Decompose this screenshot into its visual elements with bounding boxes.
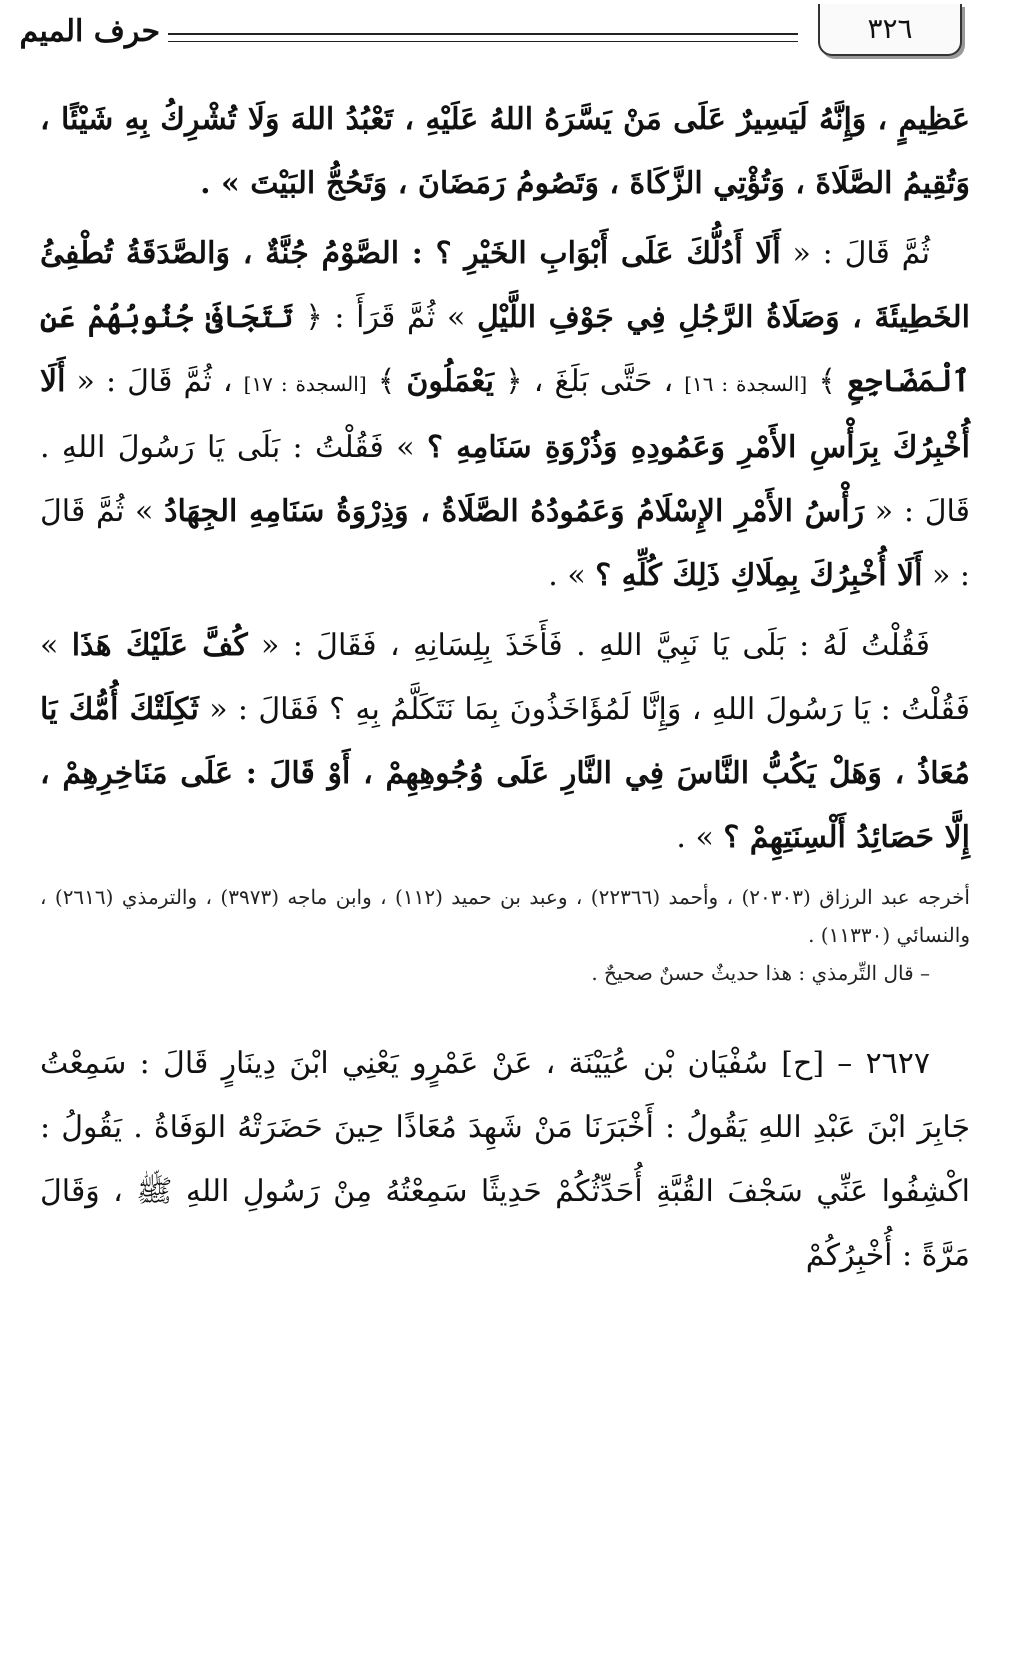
narration-text: » ثُمَّ قَالَ : « bbox=[40, 494, 970, 593]
narration-text: » . bbox=[548, 558, 596, 593]
paragraph-4 bbox=[40, 1032, 970, 1288]
hadith-entry-text: ٢٦٢٧ – [ح] سُفْيَان بْن عُيَيْنَة ، عَنْ عَمْرٍو يَعْنِي ابْنَ دِينَارٍ قَالَ : سَمِعْتُ جَابِرَ ابْنَ عَبْدِ اللهِ يَقُولُ : أَخْبَرَنَا مَنْ شَهِدَ مُعَاذًا حِينَ حَضَرَتْهُ الوَفَاةُ . يَقُولُ : اكْشِفُوا عَنِّي سَجْفَ القُبَّةِ أُحَدِّثُكُمْ حَدِيثًا سَمِعْتُهُ مِنْ رَسُولِ اللهِ ﷺ ، وَقَالَ مَرَّةً : أُخْبِرُكُمْ bbox=[40, 1046, 970, 1273]
chapter-title: حرف الميم bbox=[19, 14, 160, 49]
narration-text: ﴾ bbox=[807, 364, 847, 399]
narration-text: ثُمَّ قَالَ : « bbox=[780, 236, 930, 271]
verse-reference: [السجدة : ١٦] bbox=[684, 372, 808, 396]
header-rule bbox=[168, 33, 798, 42]
narration-text: ، ثُمَّ قَالَ : « bbox=[65, 364, 244, 399]
hadith-text: عَظِيمٍ ، وَإِنَّهُ لَيَسِيرٌ عَلَى مَنْ يَسَّرَهُ اللهُ عَلَيْهِ ، تَعْبُدُ اللهَ وَلَا تُشْرِكُ بِهِ شَيْئًا ، وَتُقِيمُ الصَّلَاةَ ، وَتُؤْتِي الزَّكَاةَ ، وَتَصُومُ رَمَضَانَ ، وَتَحُجُّ البَيْتَ » . bbox=[40, 102, 970, 201]
narration-text: ، حَتَّى بَلَغَ ، ﴿ bbox=[494, 364, 685, 399]
paragraph-2 bbox=[40, 222, 970, 608]
hadith-text: أَلَا أُخْبِرُكَ بِمِلَاكِ ذَلِكَ كُلِّهِ ؟ bbox=[595, 558, 923, 593]
page-header bbox=[0, 0, 1010, 70]
narration-text: » فَقُلْتُ : بَلَى يَا رَسُولَ اللهِ . قَالَ : « bbox=[40, 430, 970, 529]
paragraph-1 bbox=[40, 88, 970, 216]
verse-reference: [السجدة : ١٧] bbox=[243, 372, 367, 396]
narration-text: ﴾ bbox=[366, 364, 407, 399]
hadith-text: أَلَا أَدُلُّكَ عَلَى أَبْوَابِ الخَيْرِ ؟ : الصَّوْمُ جُنَّةٌ ، وَالصَّدَقَةُ تُطْفِئُ الخَطِيئَةَ ، وَصَلَاةُ الرَّجُلِ فِي جَوْفِ اللَّيْلِ bbox=[40, 236, 971, 335]
page-body bbox=[40, 88, 970, 1294]
paragraph-3 bbox=[40, 614, 970, 870]
quran-verse: تَتَجَافَىٰ جُنُوبُهُمْ عَنِ ٱلْمَضَاجِعِ bbox=[40, 300, 971, 399]
narration-text: » . bbox=[676, 820, 724, 855]
hadith-text: ثَكِلَتْكَ أُمُّكَ يَا مُعَاذُ ، وَهَلْ يَكُبُّ النَّاسَ فِي النَّارِ عَلَى وُجُوهِهِمْ ، أَوْ قَالَ : عَلَى مَنَاخِرِهِمْ ، إِلَّا حَصَائِدُ أَلْسِنَتِهِمْ ؟ bbox=[40, 692, 970, 855]
hadith-text: رَأْسُ الأَمْرِ الإِسْلَامُ وَعَمُودُهُ الصَّلَاةُ ، وَذِرْوَةُ سَنَامِهِ الجِهَادُ bbox=[164, 494, 865, 529]
narration-text: » ثُمَّ قَرَأَ : ﴿ bbox=[293, 300, 477, 335]
section-spacer bbox=[40, 1014, 970, 1032]
narration-text: » فَقُلْتُ : يَا رَسُولَ اللهِ ، وَإِنَّا لَمُؤَاخَذُونَ بِمَا نَتَكَلَّمُ بِهِ ؟ فَقَالَ : « bbox=[40, 628, 970, 727]
quran-verse: يَعْمَلُونَ bbox=[406, 364, 495, 399]
hadith-text: أَلَا أُخْبِرُكَ بِرَأْسِ الأَمْرِ وَعَمُودِهِ وَذُرْوَةِ سَنَامِهِ ؟ bbox=[40, 364, 970, 465]
takhrij-note: – قال التِّرمذي : هذا حديثٌ حسنٌ صحيحٌ . bbox=[591, 961, 930, 985]
hadith-text: كُفَّ عَلَيْكَ هَذَا bbox=[71, 628, 248, 663]
takhrij-line: أخرجه عبد الرزاق (٢٠٣٠٣) ، وأحمد (٢٢٣٦٦) ، وعبد بن حميد (١١٢) ، وابن ماجه (٣٩٧٣) ، والترمذي (٢٦١٦) ، والنسائي (١١٣٣٠) . bbox=[40, 885, 970, 947]
page-number: ٣٢٦ bbox=[818, 4, 962, 56]
narration-text: فَقُلْتُ لَهُ : بَلَى يَا نَبِيَّ اللهِ . فَأَخَذَ بِلِسَانِهِ ، فَقَالَ : « bbox=[247, 628, 931, 663]
